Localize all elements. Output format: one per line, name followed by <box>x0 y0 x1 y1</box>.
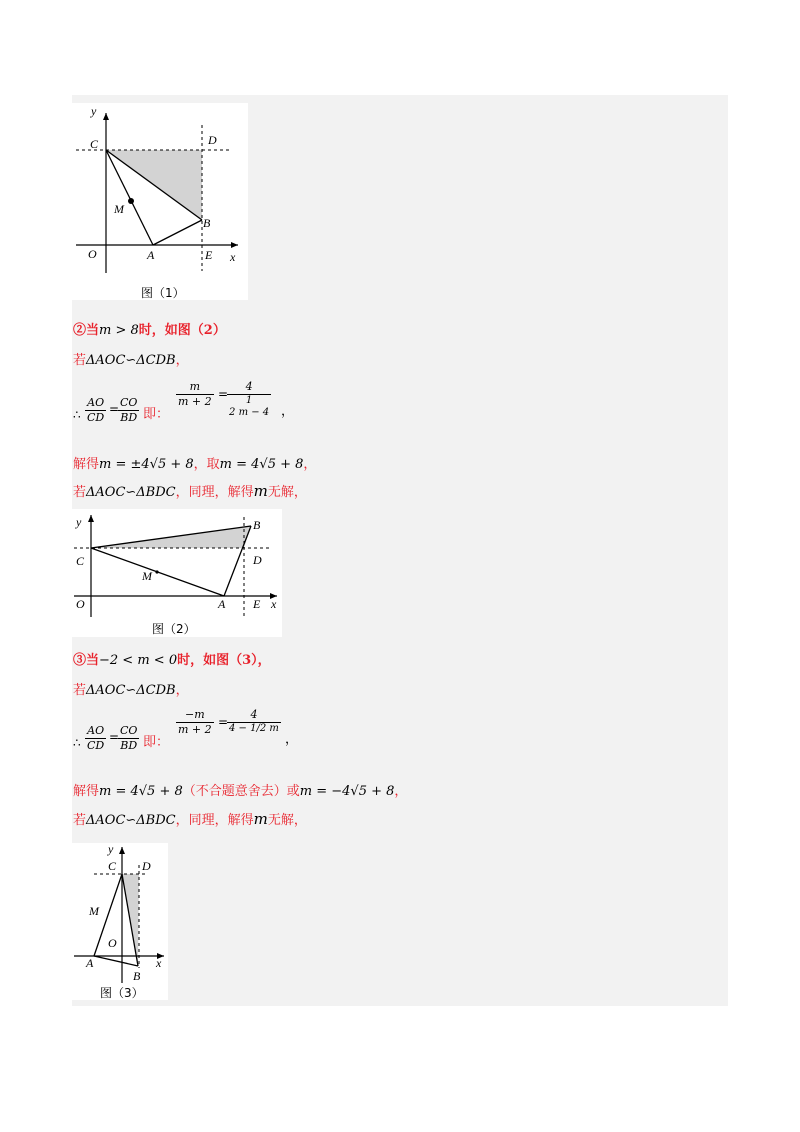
frac-den: BD <box>120 411 138 424</box>
case3-equation <box>73 706 333 756</box>
label-e: E <box>205 248 213 262</box>
figure-2-caption: 图（2） <box>152 622 196 636</box>
equals: = <box>218 387 229 401</box>
figure-3-diagram <box>72 843 168 1000</box>
case2-if1-prefix: 若 <box>73 353 87 368</box>
solve-math1: m = 4√5 + 8 <box>99 784 183 799</box>
figure-1 <box>72 103 248 300</box>
figure-2-diagram <box>72 509 282 637</box>
equals: = <box>218 715 229 729</box>
label-y: y <box>76 515 82 529</box>
label-m: M <box>89 904 99 918</box>
frac-den: CD <box>87 739 105 752</box>
figure-1-caption: 图（1） <box>141 286 185 300</box>
label-o: O <box>108 936 117 950</box>
case2-heading-prefix: ②当 <box>73 323 100 338</box>
figure-3-caption: 图（3） <box>100 986 144 1000</box>
label-d: D <box>253 553 262 567</box>
solve-math2: m = −4√5 + 8 <box>299 784 395 799</box>
case2-therefore: ∴ <box>73 408 81 422</box>
frac-den-m: m <box>269 723 279 734</box>
case3-if2 <box>73 809 307 828</box>
label-y: y <box>108 843 114 856</box>
frac-den-left: 4 − <box>229 723 247 734</box>
solve-math1: m = ±4√5 + 8 <box>99 457 194 472</box>
frac-den: m + 2 <box>178 723 212 736</box>
case3-frac-4: $\frac{4}{4 - 1/2 m}$ <box>229 708 279 734</box>
case3-solve <box>73 780 407 799</box>
equals: = <box>109 730 120 744</box>
label-o: O <box>88 247 97 261</box>
solve-prefix: 解得 <box>73 784 100 799</box>
equals: = <box>109 402 120 416</box>
y-axis-arrow <box>103 113 109 120</box>
case3-heading-suffix: 时，如图（3）， <box>177 653 271 668</box>
segment-ab <box>153 220 202 245</box>
figure-1-diagram <box>72 103 248 300</box>
case2-solve <box>73 453 316 472</box>
frac-num: CO <box>120 724 138 737</box>
frac-num: m <box>176 380 214 395</box>
frac-num: −m <box>176 708 214 723</box>
label-a: A <box>218 597 226 611</box>
half-num: 1 <box>250 723 257 734</box>
label-x: x <box>271 597 277 611</box>
case2-if1-math: ΔAOC∽ΔCDB <box>86 353 176 368</box>
if2-suffix: 无解， <box>267 485 307 500</box>
half-den: 2 <box>229 407 236 418</box>
label-c: C <box>108 859 117 873</box>
case2-equation <box>73 378 333 428</box>
case2-heading <box>73 319 226 338</box>
label-a: A <box>86 956 94 970</box>
if2-mid: ，同理，解得 <box>175 813 254 828</box>
if2-mid: ，同理，解得 <box>175 485 254 500</box>
frac-num: AO <box>85 396 106 411</box>
frac-num: 4 <box>227 708 281 723</box>
frac-den: BD <box>120 739 138 752</box>
case3-if1 <box>73 679 189 698</box>
solve-suffix: ， <box>394 784 408 799</box>
solve-mid: （不合题意舍去）或 <box>182 784 300 799</box>
figure-3 <box>72 843 168 1000</box>
label-c: C <box>76 554 85 568</box>
case3-therefore: ∴ <box>73 736 81 750</box>
case3-ji: 即： <box>143 735 170 750</box>
label-d: D <box>208 133 217 147</box>
label-o: O <box>76 597 85 611</box>
if2-suffix: 无解， <box>267 813 307 828</box>
label-c: C <box>90 137 99 151</box>
case3-heading-prefix: ③当 <box>73 653 100 668</box>
case3-heading <box>73 649 271 668</box>
frac-den: m + 2 <box>178 395 212 408</box>
case2-if2 <box>73 481 307 500</box>
case3-if1-math: ΔAOC∽ΔCDB <box>86 683 176 698</box>
x-axis-arrow <box>231 242 238 248</box>
case2-heading-suffix: 时，如图（2） <box>138 323 226 338</box>
case2-if1 <box>73 349 189 368</box>
label-a: A <box>147 248 155 262</box>
comma: ， <box>285 732 299 747</box>
label-b: B <box>253 518 261 532</box>
label-d: D <box>142 859 151 873</box>
frac-num: AO <box>85 724 106 739</box>
if2-m: m <box>253 482 268 500</box>
case2-ji: 即： <box>143 407 170 422</box>
label-x: x <box>156 956 162 970</box>
if2-prefix: 若 <box>73 485 87 500</box>
solve-math2: m = 4√5 + 8 <box>219 457 304 472</box>
solve-prefix: 解得 <box>73 457 100 472</box>
half-num: 1 <box>245 395 253 406</box>
case2-heading-math: m > 8 <box>99 323 139 338</box>
label-m: M <box>142 569 152 583</box>
case3-frac-negm <box>176 708 214 737</box>
half-den: 2 <box>259 723 267 734</box>
label-x: x <box>230 250 236 264</box>
case2-frac-co-bd <box>118 396 139 425</box>
y-axis-arrow <box>119 847 125 854</box>
frac-num: 4 <box>227 380 271 395</box>
figure-2 <box>72 509 282 637</box>
frac-num: CO <box>120 396 138 409</box>
label-y: y <box>91 104 97 118</box>
solve-suffix: ， <box>303 457 317 472</box>
case2-frac-m <box>176 380 214 409</box>
if2-prefix: 若 <box>73 813 87 828</box>
solve-mid: ，取 <box>193 457 220 472</box>
case3-if1-prefix: 若 <box>73 683 87 698</box>
if2-math: ΔAOC∽ΔBDC <box>86 813 176 828</box>
if2-m: m <box>253 810 268 828</box>
if2-math: ΔAOC∽ΔBDC <box>86 485 176 500</box>
point-m <box>155 570 158 573</box>
case2-frac-ao-cd <box>85 396 106 425</box>
case3-heading-math: −2 < m < 0 <box>99 653 178 668</box>
point-m <box>128 198 134 204</box>
label-e: E <box>253 597 261 611</box>
label-m: M <box>114 202 124 216</box>
case2-if1-suffix: ， <box>175 353 189 368</box>
label-b: B <box>133 969 141 983</box>
frac-den: CD <box>87 411 105 424</box>
frac-den-rest: m − 4 <box>238 407 270 418</box>
y-axis-arrow <box>88 515 94 522</box>
case3-frac-ao-cd <box>85 724 106 753</box>
case3-if1-suffix: ， <box>175 683 189 698</box>
comma: ， <box>281 404 295 419</box>
case3-frac-co-bd <box>118 724 139 753</box>
label-b: B <box>203 216 211 230</box>
segment-ab <box>94 956 138 966</box>
case2-frac-4 <box>227 380 271 419</box>
